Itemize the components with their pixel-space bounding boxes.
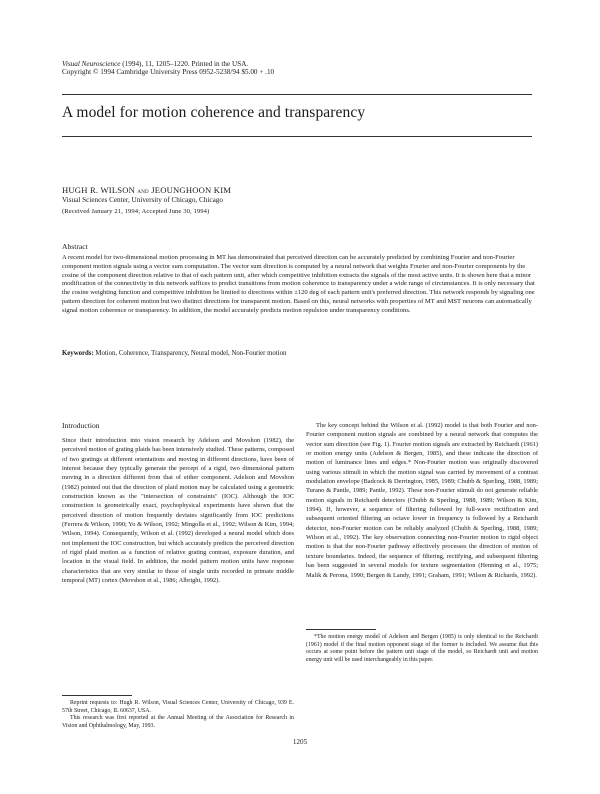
- keywords-line: [62, 350, 286, 357]
- journal-name: Visual Neuroscience: [62, 60, 121, 68]
- author-wilson: HUGH R. WILSON: [62, 185, 136, 195]
- citation-details: (1994), 11, 1205–1220. Printed in the USA.: [120, 60, 249, 68]
- abstract-heading: Abstract: [62, 242, 88, 251]
- presentation-footnote: This research was first reported at the Annual Meeting of the Association for Research in Vision and Ophthalmology, May, 1993.: [62, 715, 294, 729]
- citation-line: [62, 60, 274, 68]
- footnotes-left: [62, 700, 294, 730]
- left-column: [62, 436, 294, 586]
- article-title: A model for motion coherence and transparency: [62, 104, 366, 121]
- reprint-footnote: Reprint requests to: Hugh R. Wilson, Visual Sciences Center, University of Chicago, 939 E. 57th Street, Chicago, IL 60637, USA.: [62, 700, 294, 714]
- introduction-heading: Introduction: [62, 421, 100, 430]
- intro-paragraph-right: The key concept behind the Wilson et al. (1992) model is that both Fourier and non-Fourier component motion signals are combined by a neural network that computes the vector sum direction (see Fig. 1). Fourier motion signals are extracted by Reichardt (1961) or motion energy units (Adelson & Bergen, 1985), and these indicate the direction of motion of luminance lines and edges.* Non-Fourier motion was originally discovered using various stimuli in which the motion signal was carried by movement of a contrast modulation envelope (Badcock & Derrington, 1985, 1989; Chubb & Sperling, 1988, 1989; Turano & Pantle, 1989; Pantle, 1992). These non-Fourier stimuli do not generate reliable motion signals in Reichardt detectors (Chubb & Sperling, 1988, 1989; Wilson & Kim, 1994). If, however, a sequence of filtering followed by full-wave rectification and subsequent oriented filtering an octave lower in frequency is followed by a Reichardt detector, non-Fourier motion can be reliably analyzed (Chubb & Sperling, 1988, 1989; Wilson et al., 1992). The key observation connecting non-Fourier motion to rigid object motion is that the non-Fourier pathway effectively processes the direction of motion of texture boundaries. Indeed, the sequence of filtering, rectifying, and subsequent filtering has been suggested in several models for texture segmentation (Henning et al., 1975; Malik & Perona, 1990; Bergen & Landy, 1991; Graham, 1991; Wilson & Richards, 1992).: [306, 422, 538, 579]
- motion-energy-footnote: *The motion energy model of Adelson and Bergen (1985) is only identical to the Reichardt (1961) model if the final motion opponent stage of the former is included. We assume that this occurs at some point before the pattern unit stage of the model, so Reichardt unit and motion energy unit will be used interchangeably in this paper.: [306, 634, 538, 663]
- footnotes-right: [306, 634, 538, 664]
- footnote-rule-right: [306, 629, 376, 630]
- intro-paragraph-left: Since their introduction into vision research by Adelson and Movshon (1982), the perceived motion of grating plaids has been intensively studied. These patterns, composed of two gratings at different orientations and moving in different directions, have been of interest because they typically generate the percept of a rigid, two dimensional pattern moving in a direction different from that of either component. Adelson and Movshon (1982) pointed out that the direction of plaid motion may be calculated using a geometric construction known as the "intersection of constraints" (IOC). Although the IOC construction is geometrically exact, psychophysical experiments have shown that the perceived direction of motion frequently deviates significantly from IOC predictions (Ferrera & Wilson, 1990; Yo & Wilson, 1992; Mingolla et al., 1992; Wilson & Kim, 1994; Wilson, 1994). Consequently, Wilson et al. (1992) developed a neural model which does not implement the IOC construction, but which accurately predicts the perceived direction of rigid plaid motion as a function of relative grating contrast, exposure duration, and location in the visual field. In addition, the model pattern motion units have response characteristics that are very similar to those of single units recorded in primate middle temporal (MT) cortex (Movshon et al., 1986; Albright, 1992).: [62, 437, 294, 585]
- page-number: 1205: [292, 738, 308, 746]
- received-dates: (Received January 21, 1994; Accepted June 30, 1994): [62, 208, 210, 215]
- keywords-list: Motion, Coherence, Transparency, Neural model, Non-Fourier motion: [93, 350, 287, 357]
- author-line: [62, 185, 231, 195]
- right-column: [306, 421, 538, 580]
- title-bottom-rule: [62, 136, 532, 137]
- journal-header: [62, 60, 274, 76]
- abstract-text: A recent model for two-dimensional motion processing in MT has demonstrated that perceived direction can be accurately predicted by combining Fourier and non-Fourier component motion signals using a vector sum computation. The vector sum direction is computed by a neural network that weights Fourier and non-Fourier components by the cosine of the component direction relative to that of each pattern unit, after which competitive inhibition extracts the signals of the most active units. It is shown here that a minor modification of the connectivity in this network suffices to predict transitions from motion coherence to transparency under a wide range of circumstances. It is only necessary that the cosine weighting function and competitive inhibition be limited to directions within ±120 deg of each pattern unit's preferred direction. This network responds by signaling one pattern direction for coherent motion but two distinct directions for transparent motion. Based on this, neural networks with properties of MT and MST neurons can automatically signal motion coherence or transparency. In addition, the model accurately predicts motion repulsion under transparency conditions.: [62, 254, 535, 314]
- copyright-line: Copyright © 1994 Cambridge University Press 0952-5238/94 $5.00 + .10: [62, 68, 275, 77]
- author-conjunction: and: [137, 187, 149, 195]
- author-kim: JEOUNGHOON KIM: [151, 185, 232, 195]
- affiliation: Visual Sciences Center, University of Chicago, Chicago: [62, 196, 223, 204]
- title-top-rule: [62, 94, 532, 95]
- keywords-label: Keywords:: [62, 350, 94, 357]
- footnote-rule-left: [62, 695, 132, 696]
